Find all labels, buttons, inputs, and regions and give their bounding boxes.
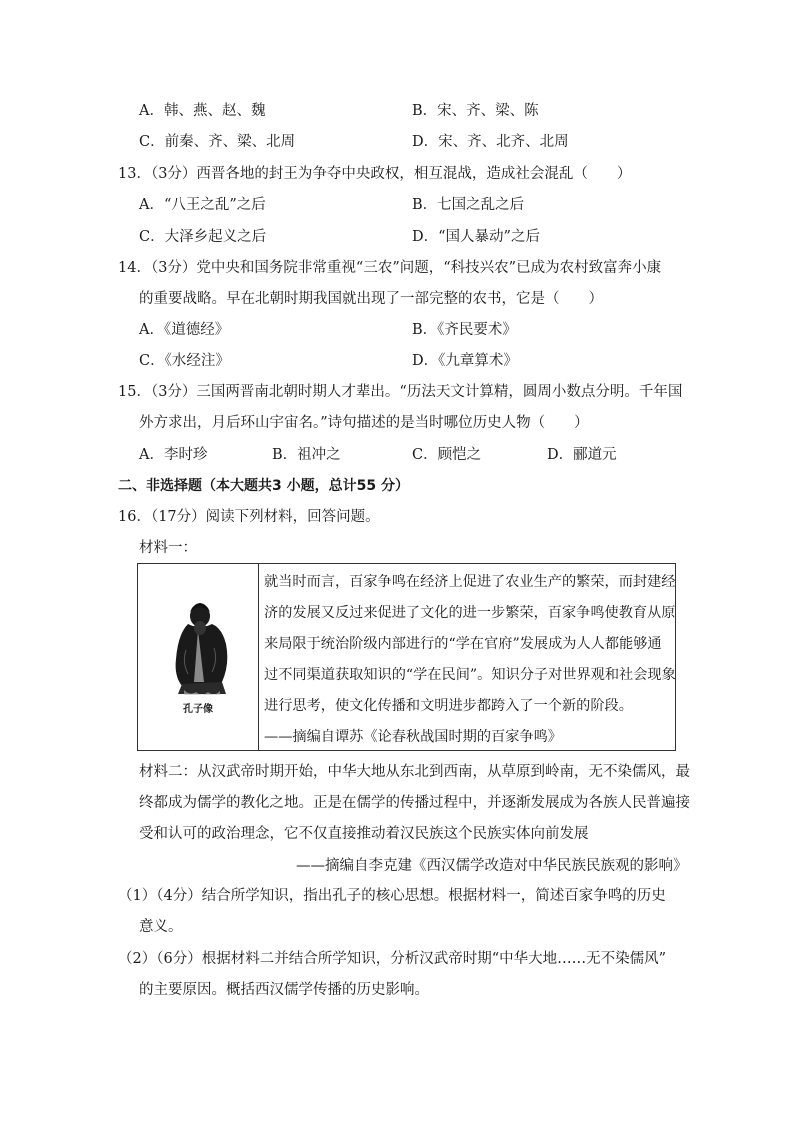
material1-line: 过不同渠道获取知识的“学在民间”。知识分子对世界观和社会现象 — [264, 667, 676, 683]
material1-label: 材料一： — [139, 540, 197, 556]
q14-stem-line1: 14．（3分）党中央和国务院非常重视“三农”问题，“科技兴农”已成为农村致富奔小康 — [118, 260, 662, 276]
q12-option-a: A．韩、燕、赵、魏 — [139, 103, 266, 119]
confucius-figure-icon — [138, 564, 258, 750]
material2-source: ——摘编自李克建《西汉儒学改造对中华民族民族观的影响》 — [296, 858, 688, 874]
q15-option-d: D．郦道元 — [547, 447, 617, 463]
q16-stem: 16．（17分）阅读下列材料，回答问题。 — [118, 509, 380, 525]
material2-line3: 受和认可的政治理念，它不仅直接推动着汉民族这个民族实体向前发展 — [139, 826, 589, 842]
q13-option-a: A．“八王之乱”之后 — [139, 197, 266, 213]
sub-question-2-line2: 的主要原因。概括西汉儒学传播的历史影响。 — [139, 982, 429, 998]
material2-line2: 终都成为儒学的教化之地。正是在儒学的传播过程中，并逐渐发展成为各族人民普遍接 — [139, 795, 690, 811]
q15-stem-line1: 15．（3分）三国两晋南北朝时期人才辈出。“历法天文计算精，圆周小数点分明。千年国 — [118, 384, 683, 400]
q13-stem: 13．（3分）西晋各地的封王为争夺中央政权，相互混战，造成社会混乱（ ） — [118, 166, 632, 182]
q13-option-c: C．大泽乡起义之后 — [139, 229, 267, 245]
sub-question-2-line1: （2）（6分）根据材料二并结合所学知识，分析汉武帝时期“中华大地……无不染儒风” — [118, 951, 667, 967]
q13-option-b: B．七国之乱之后 — [412, 197, 525, 213]
q14-option-c: C．《水经注》 — [139, 353, 230, 369]
material2-line1: 材料二：从汉武帝时期开始，中华大地从东北到西南，从草原到岭南，无不染儒风，最 — [139, 764, 690, 780]
q15-option-b: B．祖冲之 — [272, 447, 341, 463]
q15-option-c: C．顾恺之 — [412, 447, 482, 463]
q14-option-d: D．《九章算术》 — [412, 353, 518, 369]
material1-line: 来局限于统治阶级内部进行的“学在官府”发展成为人人都能够通 — [264, 636, 662, 652]
q13-option-d: D．“国人暴动”之后 — [412, 229, 540, 245]
confucius-portrait — [138, 564, 259, 750]
q15-stem-line2: 外方求出，月后环山宇宙名。”诗句描述的是当时哪位历史人物（ ） — [139, 415, 589, 431]
q12-option-b: B．宋、齐、梁、陈 — [412, 103, 539, 119]
q14-option-b: B．《齐民要术》 — [412, 322, 517, 338]
material1-source: ——摘编自谭苏《论春秋战国时期的百家争鸣》 — [264, 729, 562, 745]
q12-option-d: D．宋、齐、北齐、北周 — [412, 134, 569, 150]
q15-option-a: A．李时珍 — [139, 447, 208, 463]
q12-option-c: C．前秦、齐、梁、北周 — [139, 134, 296, 150]
material1-line: 进行思考，使文化传播和文明进步都跨入了一个新的阶段。 — [264, 698, 633, 714]
portrait-caption: 孔子像 — [183, 704, 213, 715]
sub-question-1-line1: （1）（4分）结合所学知识，指出孔子的核心思想。根据材料一，简述百家争鸣的历史 — [118, 888, 666, 904]
q14-option-a: A．《道德经》 — [139, 322, 230, 338]
material1-line: 济的发展又反过来促进了文化的进一步繁荣，百家争鸣使教育从原 — [264, 605, 676, 621]
material1-line: 就当时而言，百家争鸣在经济上促进了农业生产的繁荣，而封建经 — [264, 574, 676, 590]
q14-stem-line2: 的重要战略。早在北朝时期我国就出现了一部完整的农书，它是（ ） — [139, 291, 603, 307]
material1-box — [137, 563, 676, 751]
sub-question-1-line2: 意义。 — [139, 919, 183, 935]
section2-title: 二、非选择题（本大题共3 小题，总计55 分） — [118, 478, 409, 494]
